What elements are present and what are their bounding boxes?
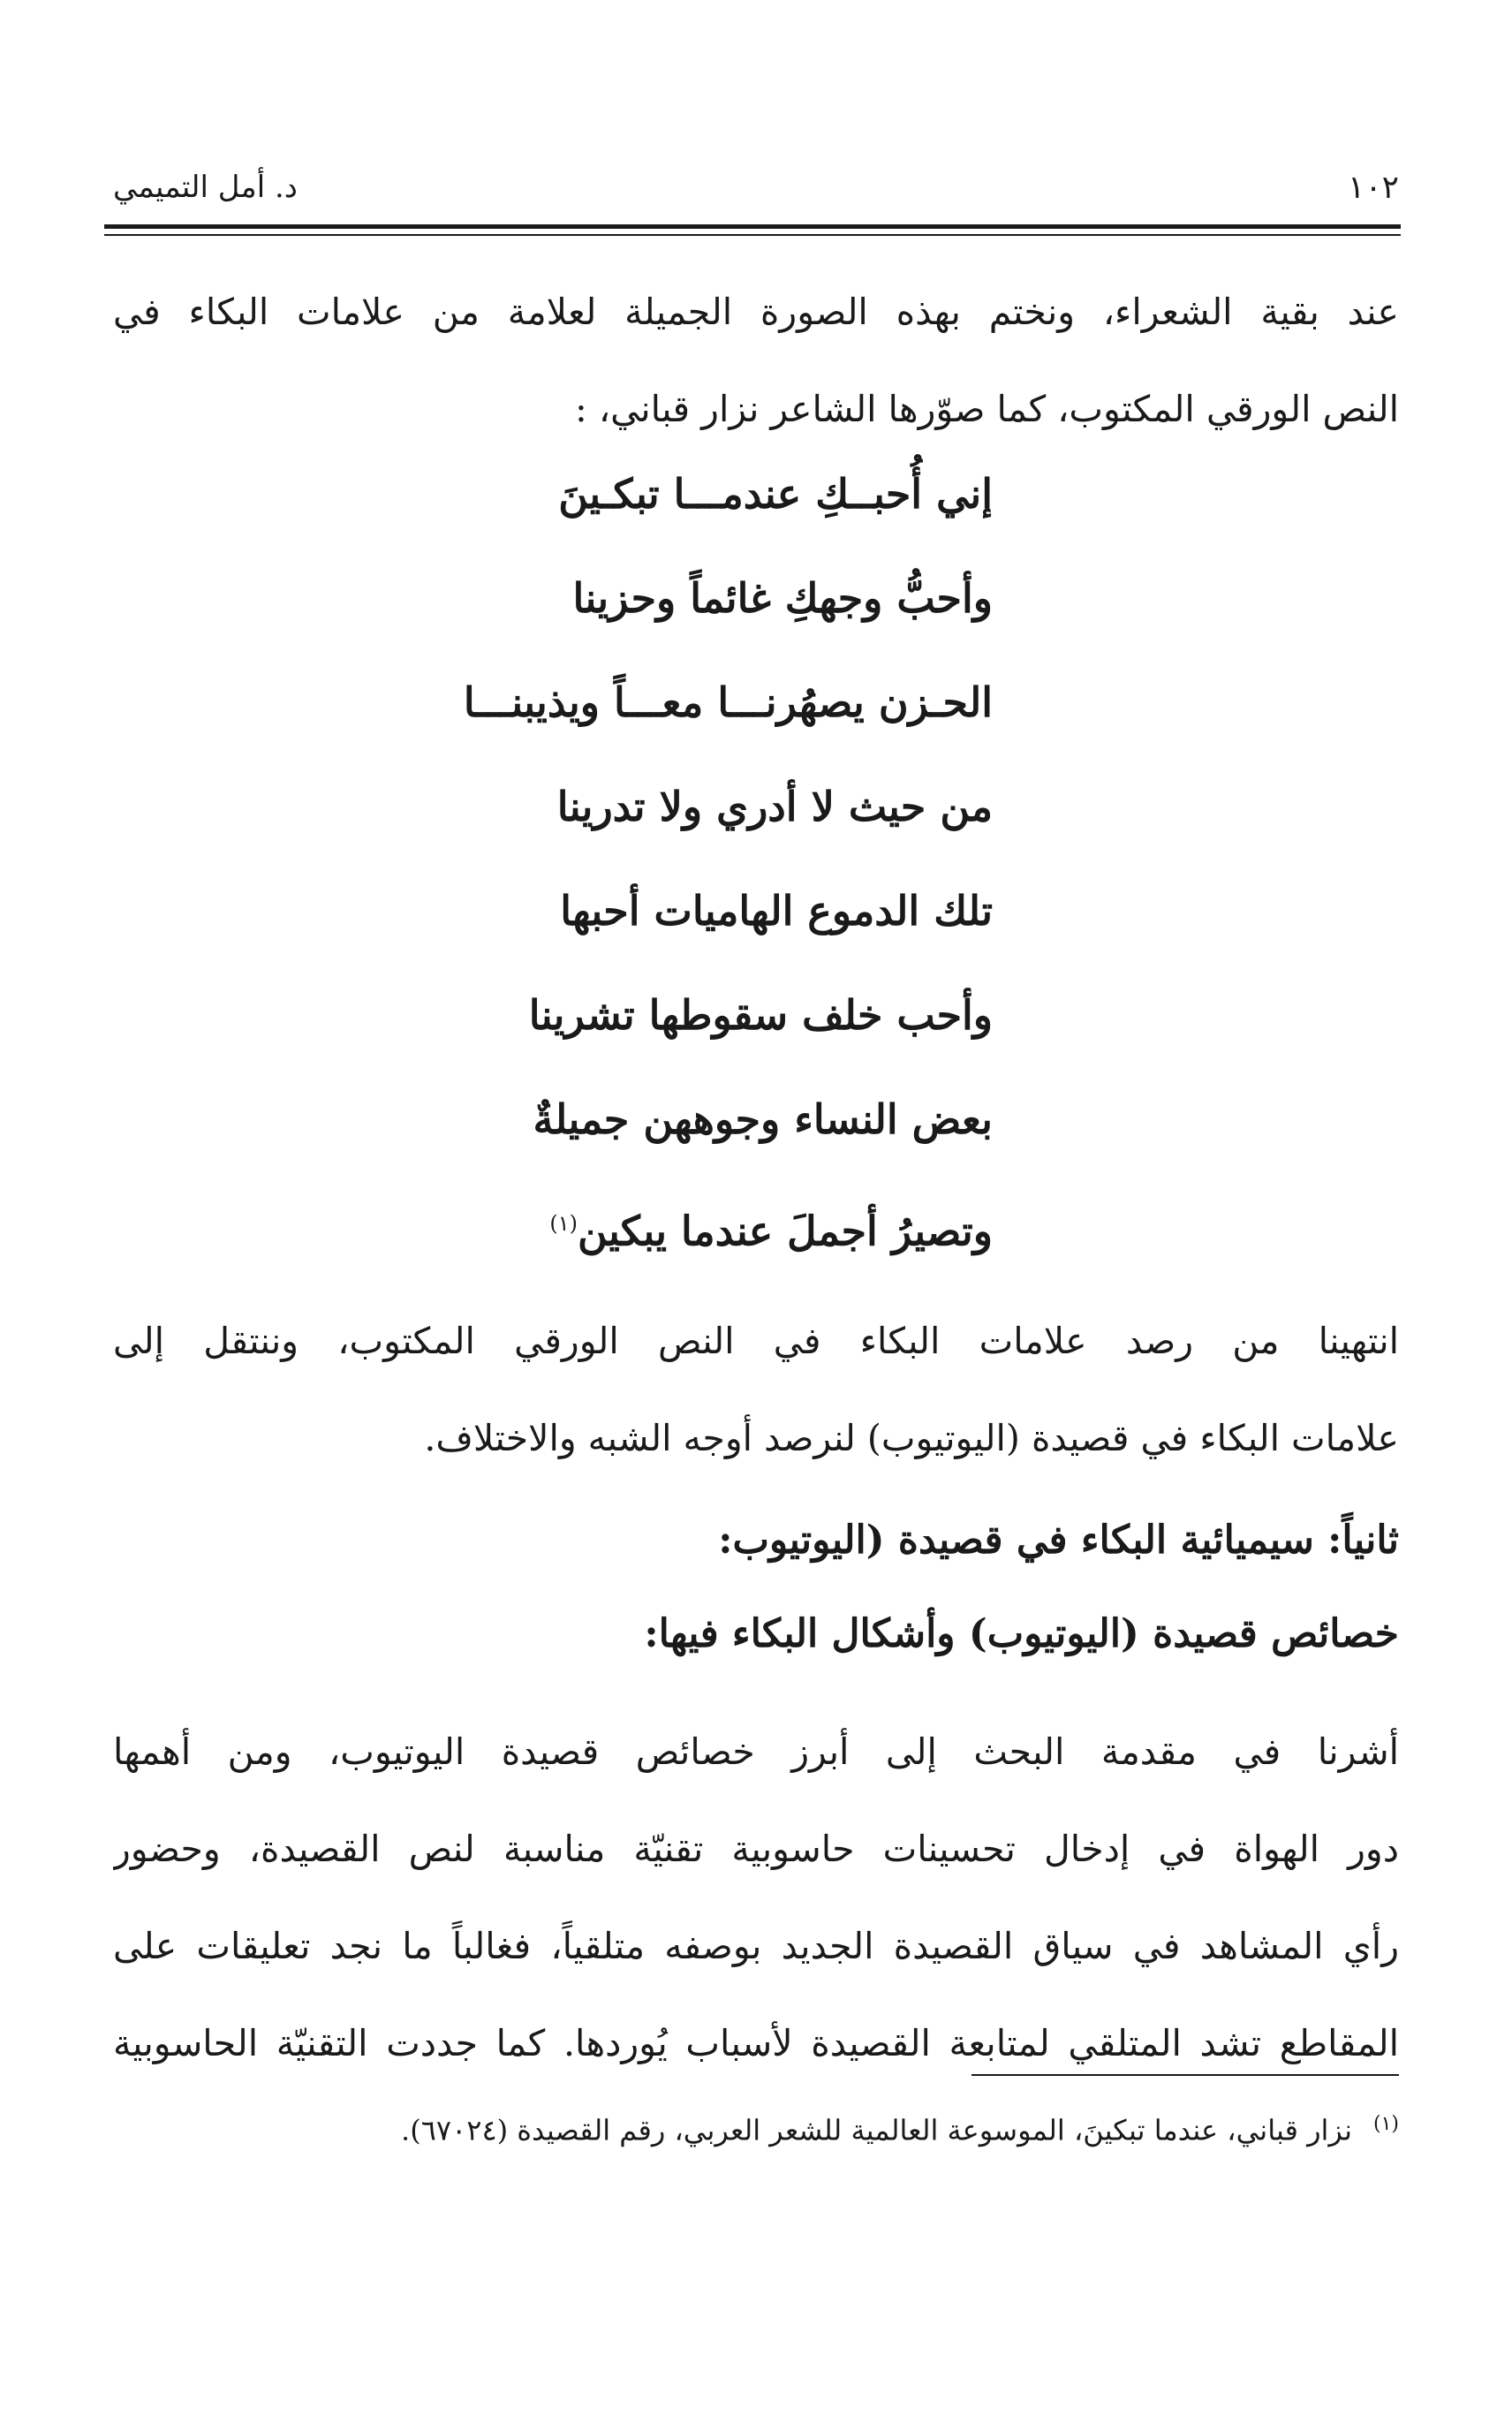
- poem-verse-8-text: وتصيرُ أجملَ عندما يبكين: [578, 1207, 993, 1255]
- body-line-3: رأي المشاهد في سياق القصيدة الجديد بوصفه متلقياً، فغالباً ما نجد تعليقات على: [113, 1925, 1399, 1967]
- page-number: ١٠٢: [1347, 169, 1399, 206]
- footnote: [113, 2113, 1399, 2147]
- intro-line-1: عند بقية الشعراء، ونختم بهذه الصورة الجميلة لعلامة من علامات البكاء في: [113, 291, 1399, 333]
- subheading: خصائص قصيدة (اليوتيوب) وأشكال البكاء فيها:: [644, 1611, 1399, 1656]
- section-heading: ثانياً: سيميائية البكاء في قصيدة (اليوتيوب:: [718, 1518, 1399, 1563]
- poem-verse-1: إني أُحبــكِ عندمـــا تبكـينَ: [558, 470, 993, 518]
- intro-paragraph: [113, 263, 1399, 458]
- poem: [0, 442, 993, 1276]
- running-header-author: د. أمل التميمي: [113, 170, 298, 205]
- footnote-separator: [971, 2074, 1399, 2076]
- transition-paragraph: [113, 1292, 1399, 1487]
- transition-line-2: علامات البكاء في قصيدة (اليوتيوب) لنرصد أوجه الشبه والاختلاف.: [424, 1417, 1399, 1459]
- poem-footnote-ref[interactable]: (١): [549, 1211, 578, 1236]
- poem-verse-6: وأحب خلف سقوطها تشرينا: [528, 991, 993, 1039]
- footnote-text: نزار قباني، عندما تبكينَ، الموسوعة العالمية للشعر العربي، رقم القصيدة (٦٧٠٢٤).: [401, 2113, 1352, 2147]
- header-rule-thick: [104, 224, 1401, 229]
- poem-verse-7: بعض النساء وجوههن جميلةٌ: [533, 1095, 993, 1143]
- page-header: [113, 161, 1399, 214]
- poem-verse-4: من حيث لا أدري ولا تدرينا: [556, 783, 993, 830]
- header-rule-thin: [104, 234, 1401, 236]
- body-line-1: أشرنا في مقدمة البحث إلى أبرز خصائص قصيدة اليوتيوب، ومن أهمها: [113, 1730, 1399, 1773]
- body-line-2: دور الهواة في إدخال تحسينات حاسوبية تقنيّة مناسبة لنص القصيدة، وحضور: [113, 1828, 1399, 1870]
- poem-verse-3: الحـزن يصهُرنـــا معـــاً ويذيبنـــا: [463, 678, 993, 726]
- transition-line-1: انتهينا من رصد علامات البكاء في النص الورقي المكتوب، وننتقل إلى: [113, 1320, 1399, 1362]
- body-line-4: المقاطع تشد المتلقي لمتابعة القصيدة لأسباب يُوردها. كما جددت التقنيّة الحاسوبية: [113, 2022, 1399, 2064]
- footnote-marker: (١): [1372, 2113, 1399, 2135]
- poem-verse-2: وأحبُّ وجهكِ غائماً وحزينا: [572, 574, 993, 622]
- intro-line-2: النص الورقي المكتوب، كما صوّرها الشاعر نزار قباني، :: [575, 388, 1399, 430]
- poem-verse-5: تلك الدموع الهاميات أحبها: [560, 887, 993, 935]
- poem-verse-8: [0, 1171, 993, 1276]
- body-paragraph: [113, 1703, 1399, 2092]
